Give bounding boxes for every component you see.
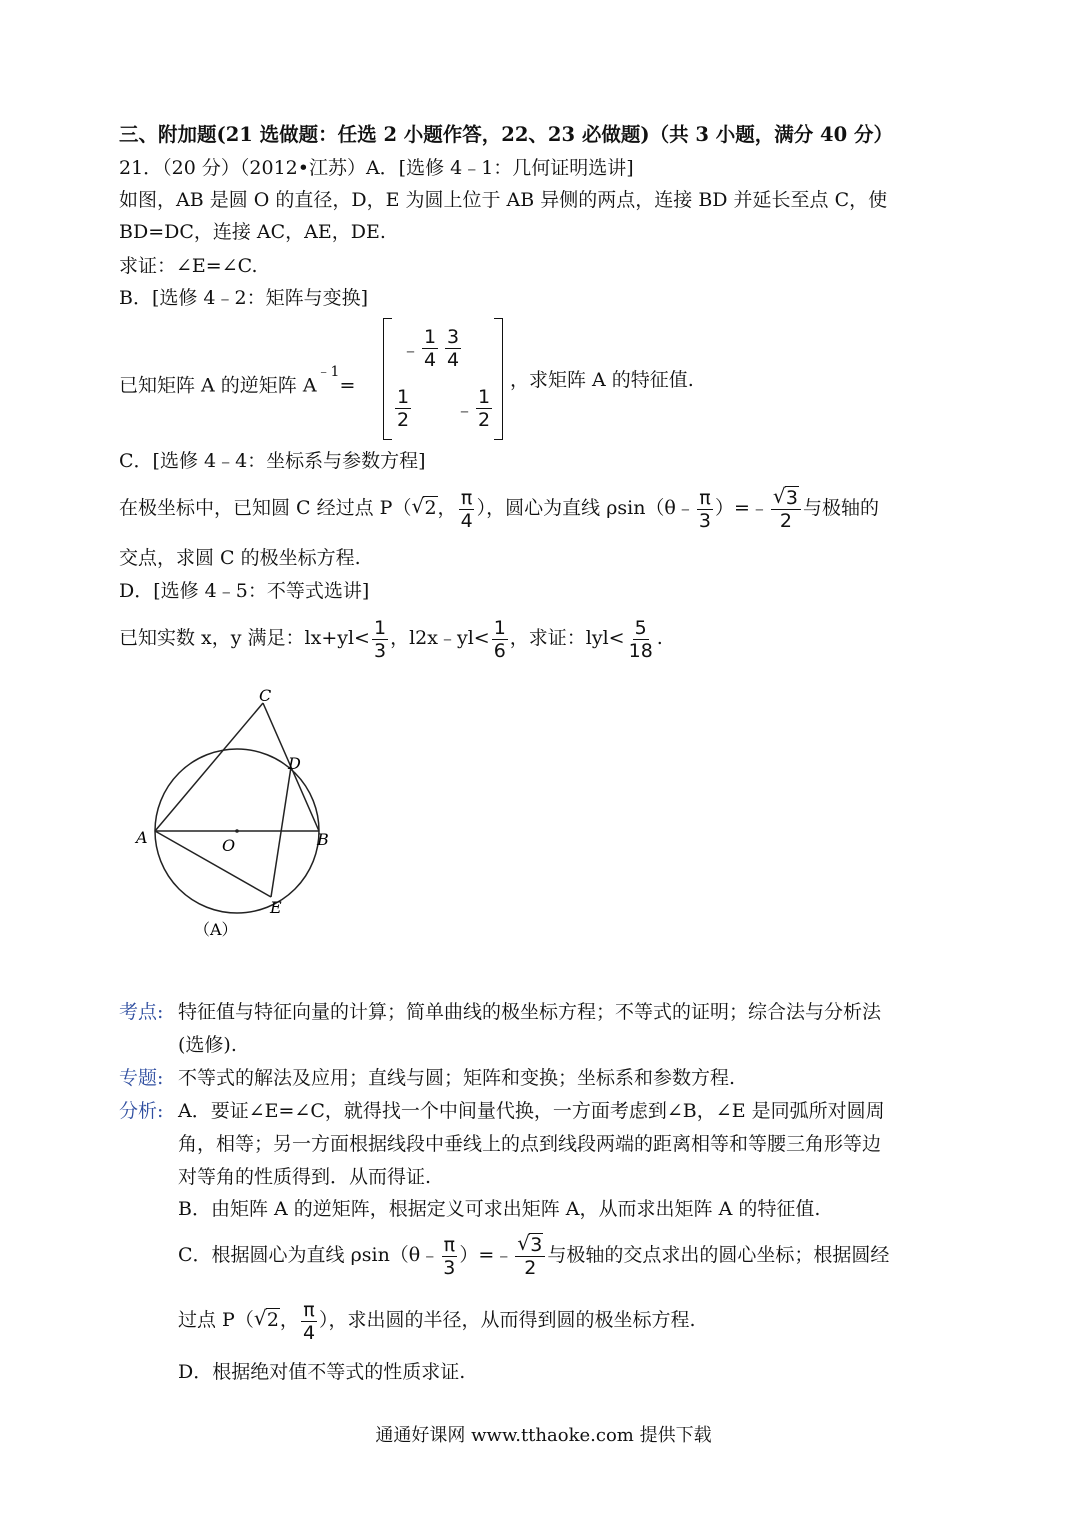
fenxi-c-line2: 过点 P（√ 2， $\frac{\pi}{4}$ ），求出圆的半径，从而得到圆的极坐标方程. xyxy=(178,1294,696,1346)
q21-d-statement: 已知实数 x，y 满足：lx+yl< $\frac{1}{3}$ ，l2x﹣yl< $\frac{1}{6}$ ，求证：lyl< $\frac{5}{18}$ . xyxy=(119,616,663,662)
q21-b-statement xyxy=(119,364,356,398)
fenxi-a2: 角，相等；另一方面根据线段中垂线上的点到线段两端的距离相等和等腰三角形等边 xyxy=(178,1133,882,1155)
fenxi-frac-pi-3: $\frac{\pi}{3}$ xyxy=(443,1233,456,1279)
fenxi-c-line1: C．根据圆心为直线 ρsin（θ﹣ $\frac{\pi}{3}$ ）=﹣ √ $\frac{3}{2}$ 与极轴的交点求出的圆心坐标；根据圆经 xyxy=(178,1229,889,1281)
fenxi-frac-pi-4: $\frac{\pi}{4}$ xyxy=(302,1298,316,1344)
q21-intro: 21．（20 分）（2012•江苏）A．[选修 4﹣1：几何证明选讲] xyxy=(119,157,634,179)
inverse-matrix xyxy=(383,318,503,440)
b-equals: = xyxy=(339,374,356,397)
footer-text: 通通好课网 www.tthaoke.com 提供下载 xyxy=(375,1425,712,1446)
segment-de xyxy=(271,767,291,897)
segment-ac xyxy=(155,703,263,831)
frac-pi-4: $\frac{\pi}{4}$ xyxy=(460,486,473,532)
matrix-right-bracket xyxy=(494,318,503,440)
inverse-exponent: ﹣1 xyxy=(316,364,340,380)
fenxi-a3: 对等角的性质得到．从而得证. xyxy=(178,1166,432,1188)
label-d: D xyxy=(288,754,301,773)
segment-ae xyxy=(155,831,271,897)
zhuanti-label: 专题: xyxy=(119,1067,164,1089)
q21-c-line2: 交点，求圆 C 的极坐标方程. xyxy=(119,547,361,569)
kaodian-text1: 特征值与特征向量的计算；简单曲线的极坐标方程；不等式的证明；综合法与分析法 xyxy=(178,1001,882,1023)
q21-b-post: ，求矩阵 A 的特征值. xyxy=(510,369,694,391)
kaodian-row xyxy=(119,999,163,1025)
kaodian-text2: (选修). xyxy=(178,1034,237,1056)
q21-a-prove: 求证：∠E=∠C. xyxy=(119,255,258,277)
fenxi-frac-sqrt3-2: √ $\frac{3}{2}$ xyxy=(515,1234,545,1279)
geometry-figure xyxy=(120,685,350,945)
center-point xyxy=(235,829,239,833)
q21-b-title: B．[选修 4﹣2：矩阵与变换] xyxy=(119,287,369,309)
matrix-r2c1: $\frac{1}{2}$ xyxy=(397,386,410,431)
q21-a-text1: 如图，AB 是圆 O 的直径，D，E 为圆上位于 AB 异侧的两点，连接 BD 并延长至点 C，使 xyxy=(119,189,888,211)
label-a: A xyxy=(136,828,148,847)
label-e: E xyxy=(270,898,282,917)
q21-d-title: D．[选修 4﹣5：不等式选讲] xyxy=(119,580,370,602)
label-o: O xyxy=(222,836,236,855)
zhuanti-text: 不等式的解法及应用；直线与圆；矩阵和变换；坐标系和参数方程. xyxy=(178,1067,736,1089)
frac-1-6: $\frac{1}{6}$ xyxy=(493,616,506,662)
fenxi-b: B．由矩阵 A 的逆矩阵，根据定义可求出矩阵 A，从而求出矩阵 A 的特征值. xyxy=(178,1198,821,1220)
matrix-r2c2: ﹣ $\frac{1}{2}$ xyxy=(455,386,491,431)
matrix-left-bracket xyxy=(383,318,392,440)
sqrt-2: √ 2 xyxy=(411,482,437,534)
q21-c-statement: 在极坐标中，已知圆 C 经过点 P（√ 2， $\frac{\pi}{4}$ ），圆心为直线 ρsin（θ﹣ $\frac{\pi}{3}$ ）=﹣ √ $\frac{3}{2}$ 与极轴的 xyxy=(119,482,879,534)
label-c: C xyxy=(259,686,272,705)
frac-pi-3: $\frac{\pi}{3}$ xyxy=(698,486,711,532)
matrix-r1c1: ﹣ $\frac{1}{4}$ xyxy=(401,326,437,371)
label-b: B xyxy=(317,830,329,849)
fenxi-d: D．根据绝对值不等式的性质求证. xyxy=(178,1361,466,1383)
q21-c-title: C．[选修 4﹣4：坐标系与参数方程] xyxy=(119,450,426,472)
b-pre-text: 已知矩阵 A 的逆矩阵 A xyxy=(119,374,317,397)
frac-1-3: $\frac{1}{3}$ xyxy=(373,616,387,662)
matrix-r1c2: $\frac{3}{4}$ xyxy=(447,326,460,371)
q21-a-text2: BD=DC，连接 AC，AE，DE. xyxy=(119,221,386,243)
kaodian-label: 考点: xyxy=(119,1001,164,1023)
zhuanti-row xyxy=(119,1065,163,1091)
fenxi-row xyxy=(119,1098,163,1124)
figure-caption: （A） xyxy=(194,920,238,939)
frac-sqrt3-2: √ $\frac{3}{2}$ xyxy=(771,487,801,532)
section-header: 三、附加题(21 选做题：任选 2 小题作答，22、23 必做题)（共 3 小题，满分 40 分） xyxy=(119,123,893,146)
fenxi-label: 分析: xyxy=(119,1100,164,1122)
fenxi-a1: A．要证∠E=∠C，就得找一个中间量代换，一方面考虑到∠B，∠E 是同弧所对圆周 xyxy=(178,1100,885,1122)
frac-5-18: $\frac{5}{18}$ xyxy=(628,616,653,662)
fenxi-sqrt-2: √ 2 xyxy=(254,1294,280,1346)
